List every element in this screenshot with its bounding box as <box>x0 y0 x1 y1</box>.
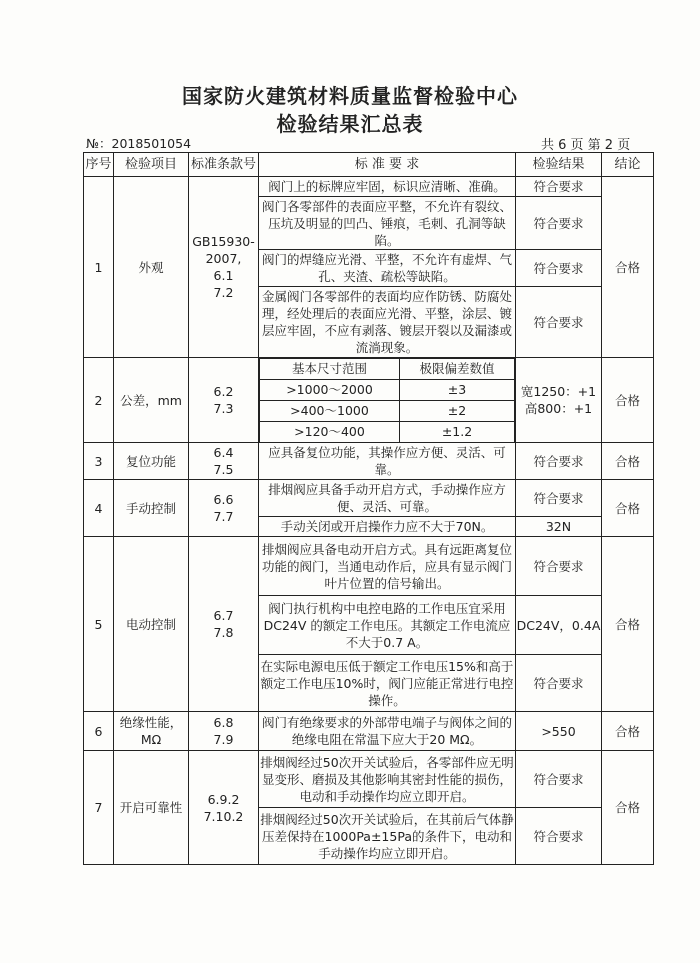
requirement-text: 在实际电源电压低于额定工作电压15%和高于额定工作电压10%时，阀门应能正常进行电控操作。 <box>259 655 516 712</box>
item-no: 4 <box>84 480 114 537</box>
tolerance-value: ±3 <box>400 380 515 401</box>
doc-title: 检验结果汇总表 <box>276 112 424 136</box>
results-table <box>83 152 654 865</box>
clause-line: GB15930- <box>192 234 255 249</box>
result-text: 符合要求 <box>516 655 602 712</box>
subtable-header: 基本尺寸范围 <box>260 359 400 380</box>
col-header-no: 序号 <box>84 153 114 177</box>
conclusion-text: 合格 <box>602 480 654 537</box>
item-no: 5 <box>84 537 114 712</box>
conclusion-text: 合格 <box>602 177 654 358</box>
table-row <box>84 751 654 808</box>
clause-line: 6.1 <box>213 268 234 283</box>
item-name: 电动控制 <box>114 537 189 712</box>
subtable-row <box>260 422 515 443</box>
clause-line: 6.4 <box>213 445 234 460</box>
table-row <box>84 358 654 443</box>
col-header-result: 检验结果 <box>516 153 602 177</box>
requirement-text: 排烟阀应具备手动开启方式，手动操作应方便、灵活、可靠。 <box>259 480 516 517</box>
item-no: 1 <box>84 177 114 358</box>
item-clause <box>189 712 259 751</box>
item-clause <box>189 358 259 443</box>
requirement-text: 应具备复位功能，其操作应方便、灵活、可靠。 <box>259 443 516 480</box>
result-text: 符合要求 <box>516 480 602 517</box>
table-header-row <box>84 153 654 177</box>
result-text: 符合要求 <box>516 808 602 865</box>
requirement-text: 阀门各零部件的表面应平整，不允许有裂纹、压坑及明显的凹凸、锤痕，毛刺、孔洞等缺陷。 <box>259 197 516 250</box>
clause-line: 6.9.2 <box>207 791 240 807</box>
subtable-header: 极限偏差数值 <box>400 359 515 380</box>
clause-line: 7.2 <box>213 285 234 300</box>
col-header-clause: 标准条款号 <box>189 153 259 177</box>
requirement-text: 阀门有绝缘要求的外部带电端子与阀体之间的绝缘电阻在常温下应大于20 MΩ。 <box>259 712 516 751</box>
requirement-text: 手动关闭或开启操作力应不大于70N。 <box>259 517 516 537</box>
conclusion-text: 合格 <box>602 358 654 443</box>
size-range: >1000～2000 <box>260 380 400 401</box>
org-title: 国家防火建筑材料质量监督检验中心 <box>182 84 518 108</box>
result-text: 符合要求 <box>516 177 602 197</box>
item-no: 2 <box>84 358 114 443</box>
col-header-requirement: 标 准 要 求 <box>259 153 516 177</box>
table-row <box>84 443 654 480</box>
requirement-text: 排烟阀应具备电动开启方式。具有远距离复位功能的阀门，当通电动作后，应具有显示阀门叶片位置的信号输出。 <box>259 537 516 596</box>
result-text: 符合要求 <box>516 751 602 808</box>
table-row <box>84 177 654 197</box>
item-clause <box>189 443 259 480</box>
col-header-item: 检验项目 <box>114 153 189 177</box>
clause-line: 7.8 <box>213 625 234 640</box>
item-clause <box>189 537 259 712</box>
clause-line: 7.3 <box>213 401 234 416</box>
result-text: 符合要求 <box>516 250 602 287</box>
result-text: 符合要求 <box>516 287 602 358</box>
clause-line: 2007, <box>205 251 242 266</box>
tolerance-subtable <box>259 358 515 442</box>
item-no: 3 <box>84 443 114 480</box>
item-name: 公差，mm <box>114 358 189 443</box>
result-line: 高800：+1 <box>524 401 593 416</box>
tolerance-subtable-cell <box>259 358 516 443</box>
item-clause <box>189 480 259 537</box>
subtable-row <box>260 380 515 401</box>
requirement-text: 金属阀门各零部件的表面均应作防锈、防腐处理，经处理后的表面应光滑、平整，涂层、镀层应牢固，不应有剥落、镀层开裂以及漏漆或流淌现象。 <box>259 287 516 358</box>
conclusion-text: 合格 <box>602 712 654 751</box>
table-row <box>84 537 654 596</box>
requirement-text: 阀门上的标牌应牢固，标识应清晰、准确。 <box>259 177 516 197</box>
tolerance-value: ±1.2 <box>400 422 515 443</box>
size-range: >400～1000 <box>260 401 400 422</box>
conclusion-text: 合格 <box>602 443 654 480</box>
table-row <box>84 480 654 517</box>
table-row <box>84 712 654 751</box>
clause-line: 6.8 <box>213 715 234 730</box>
item-name: 开启可靠性 <box>114 751 189 865</box>
result-text: 符合要求 <box>516 443 602 480</box>
clause-line: 7.7 <box>213 509 234 524</box>
col-header-conclusion: 结论 <box>602 153 654 177</box>
clause-line: 6.6 <box>213 492 234 507</box>
result-text <box>516 358 602 443</box>
requirement-text: 阀门执行机构中电控电路的工作电压宜采用 DC24V 的额定工作电压。其额定工作电流应不大于0.7 A。 <box>259 596 516 655</box>
conclusion-text: 合格 <box>602 537 654 712</box>
item-name: 手动控制 <box>114 480 189 537</box>
item-no: 7 <box>84 751 114 865</box>
result-line: 宽1250：+1 <box>520 384 597 399</box>
subtable-header-row <box>260 359 515 380</box>
item-no: 6 <box>84 712 114 751</box>
item-name: 复位功能 <box>114 443 189 480</box>
clause-line: 7.10.2 <box>203 808 244 824</box>
subtable-row <box>260 401 515 422</box>
item-clause <box>189 751 259 865</box>
requirement-text: 阀门的焊缝应光滑、平整，不允许有虚焊、气孔、夹渣、疏松等缺陷。 <box>259 250 516 287</box>
item-name: 绝缘性能，MΩ <box>114 712 189 751</box>
clause-line: 6.7 <box>213 608 234 623</box>
conclusion-text: 合格 <box>602 751 654 865</box>
result-text: 32N <box>516 517 602 537</box>
requirement-text: 排烟阀经过50次开关试验后，各零部件应无明显变形、磨损及其他影响其密封性能的损伤，电动和手动操作均应立即开启。 <box>259 751 516 808</box>
result-text: DC24V，0.4A <box>516 596 602 655</box>
clause-line: 6.2 <box>213 384 234 399</box>
result-text: 符合要求 <box>516 537 602 596</box>
result-text: >550 <box>516 712 602 751</box>
item-clause <box>189 177 259 358</box>
requirement-text: 排烟阀经过50次开关试验后，在其前后气体静压差保持在1000Pa±15Pa的条件下，电动和手动操作均应立即开启。 <box>259 808 516 865</box>
tolerance-value: ±2 <box>400 401 515 422</box>
report-number: №：2018501054 <box>86 136 192 151</box>
page-info: 共 6 页 第 2 页 <box>541 138 631 153</box>
item-name: 外观 <box>114 177 189 358</box>
result-text: 符合要求 <box>516 197 602 250</box>
clause-line: 7.9 <box>213 732 234 747</box>
clause-line: 7.5 <box>213 462 234 477</box>
size-range: >120～400 <box>260 422 400 443</box>
